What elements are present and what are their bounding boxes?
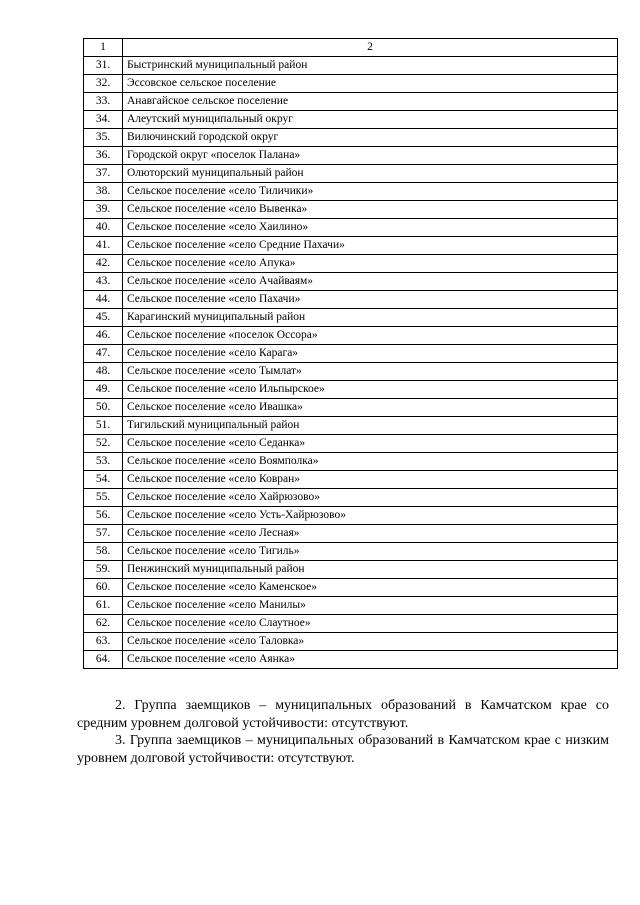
row-number: 46. [84,327,123,345]
table-row [84,129,618,147]
row-municipality-name: Сельское поселение «село Каменское» [123,579,618,597]
table-row [84,75,618,93]
paragraph-group-2: 2. Группа заемщиков – муниципальных образований в Камчатском крае со средним уровнем долговой устойчивости: отсутствуют. [77,698,609,731]
row-number: 42. [84,255,123,273]
row-number: 50. [84,399,123,417]
table-row [84,453,618,471]
row-number: 55. [84,489,123,507]
row-municipality-name: Олюторский муниципальный район [123,165,618,183]
row-number: 61. [84,597,123,615]
row-number: 57. [84,525,123,543]
row-municipality-name: Сельское поселение «село Воямполка» [123,453,618,471]
table-row [84,147,618,165]
row-municipality-name: Сельское поселение «село Слаутное» [123,615,618,633]
row-municipality-name: Сельское поселение «село Ковран» [123,471,618,489]
row-number: 49. [84,381,123,399]
row-number: 35. [84,129,123,147]
row-number: 51. [84,417,123,435]
row-number: 45. [84,309,123,327]
row-municipality-name: Сельское поселение «село Апука» [123,255,618,273]
row-municipality-name: Тигильский муниципальный район [123,417,618,435]
row-municipality-name: Сельское поселение «село Средние Пахачи» [123,237,618,255]
row-municipality-name: Сельское поселение «село Манилы» [123,597,618,615]
table-row [84,561,618,579]
row-number: 58. [84,543,123,561]
row-municipality-name: Сельское поселение «село Хайрюзово» [123,489,618,507]
table-row [84,201,618,219]
row-municipality-name: Сельское поселение «село Вывенка» [123,201,618,219]
row-number: 63. [84,633,123,651]
closing-paragraphs [77,697,609,767]
row-number: 53. [84,453,123,471]
row-number: 44. [84,291,123,309]
row-municipality-name: Сельское поселение «село Тигиль» [123,543,618,561]
row-municipality-name: Быстринский муниципальный район [123,57,618,75]
row-number: 32. [84,75,123,93]
table-row [84,309,618,327]
row-municipality-name: Эссовское сельское поселение [123,75,618,93]
table-row [84,525,618,543]
table-row [84,111,618,129]
row-number: 43. [84,273,123,291]
row-number: 56. [84,507,123,525]
row-municipality-name: Сельское поселение «село Хаилино» [123,219,618,237]
row-municipality-name: Пенжинский муниципальный район [123,561,618,579]
row-municipality-name: Сельское поселение «село Седанка» [123,435,618,453]
row-municipality-name: Городской округ «поселок Палана» [123,147,618,165]
row-municipality-name: Сельское поселение «поселок Оссора» [123,327,618,345]
row-municipality-name: Сельское поселение «село Ачайваям» [123,273,618,291]
row-municipality-name: Сельское поселение «село Усть-Хайрюзово» [123,507,618,525]
table-row [84,435,618,453]
table-row [84,633,618,651]
row-municipality-name: Алеутский муниципальный округ [123,111,618,129]
row-number: 31. [84,57,123,75]
table-row [84,417,618,435]
row-number: 54. [84,471,123,489]
header-col-2: 2 [123,39,618,57]
municipalities-table [83,38,618,669]
header-col-1: 1 [84,39,123,57]
table-row [84,651,618,669]
table-row [84,255,618,273]
table-row [84,237,618,255]
table-body [84,39,618,669]
table-row [84,291,618,309]
row-municipality-name: Сельское поселение «село Аянка» [123,651,618,669]
table-row [84,183,618,201]
row-number: 52. [84,435,123,453]
row-municipality-name: Сельское поселение «село Тиличики» [123,183,618,201]
row-municipality-name: Карагинский муниципальный район [123,309,618,327]
table-row [84,381,618,399]
row-municipality-name: Сельское поселение «село Ивашка» [123,399,618,417]
row-municipality-name: Сельское поселение «село Таловка» [123,633,618,651]
row-municipality-name: Сельское поселение «село Пахачи» [123,291,618,309]
row-number: 38. [84,183,123,201]
row-municipality-name: Вилючинский городской округ [123,129,618,147]
table-row [84,399,618,417]
row-number: 40. [84,219,123,237]
table-row [84,489,618,507]
row-municipality-name: Сельское поселение «село Тымлат» [123,363,618,381]
table-row [84,273,618,291]
row-number: 62. [84,615,123,633]
table-header-row [84,39,618,57]
paragraph-group-3: 3. Группа заемщиков – муниципальных образований в Камчатском крае с низким уровнем долговой устойчивости: отсутствуют. [77,733,609,766]
row-number: 41. [84,237,123,255]
row-municipality-name: Сельское поселение «село Лесная» [123,525,618,543]
table-row [84,327,618,345]
table-row [84,93,618,111]
row-number: 64. [84,651,123,669]
row-number: 39. [84,201,123,219]
row-municipality-name: Анавгайское сельское поселение [123,93,618,111]
table-row [84,165,618,183]
row-number: 48. [84,363,123,381]
row-municipality-name: Сельское поселение «село Ильпырское» [123,381,618,399]
table-row [84,57,618,75]
table-row [84,579,618,597]
table-row [84,219,618,237]
row-number: 37. [84,165,123,183]
row-number: 36. [84,147,123,165]
row-number: 47. [84,345,123,363]
table-row [84,615,618,633]
table-row [84,345,618,363]
row-number: 33. [84,93,123,111]
table-row [84,363,618,381]
row-number: 60. [84,579,123,597]
table-row [84,507,618,525]
row-number: 59. [84,561,123,579]
row-municipality-name: Сельское поселение «село Карага» [123,345,618,363]
table-row [84,543,618,561]
row-number: 34. [84,111,123,129]
table-row [84,597,618,615]
table-row [84,471,618,489]
